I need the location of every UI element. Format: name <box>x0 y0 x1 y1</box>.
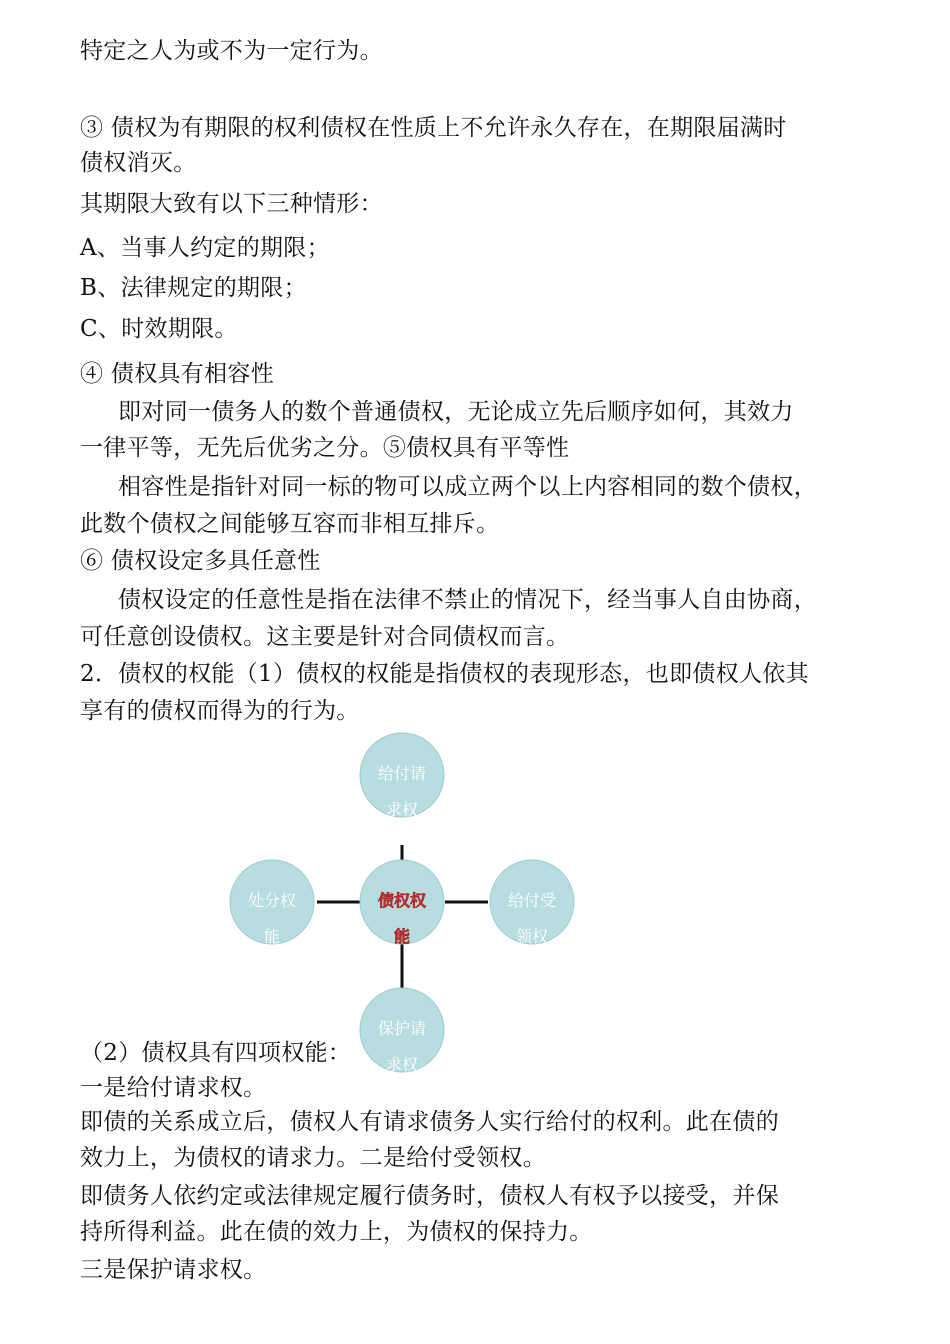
node-left-label-1: 处分权 <box>247 891 297 910</box>
rights-diagram <box>225 730 585 1080</box>
list-item: C、时效期限。 <box>80 316 238 342</box>
paragraph-line: 2．债权的权能（1）债权的权能是指债权的表现形态，也即债权人依其 <box>80 661 809 687</box>
paragraph-line: 即债务人依约定或法律规定履行债务时，债权人有权予以接受，并保 <box>80 1183 779 1209</box>
paragraph-line: 一律平等，无先后优劣之分。⑤债权具有平等性 <box>80 435 570 461</box>
list-item: A、当事人约定的期限； <box>80 235 330 261</box>
node-left-label-2: 能 <box>263 927 281 946</box>
node-center <box>360 860 444 946</box>
paragraph-line: 此数个债权之间能够互容而非相互排斥。 <box>80 511 500 537</box>
paragraph-line: （2）债权具有四项权能： <box>80 1040 352 1066</box>
node-right-label-2: 领权 <box>515 927 549 946</box>
list-item: B、法律规定的期限； <box>80 275 307 301</box>
diagram-svg <box>225 730 585 1080</box>
paragraph-line: 即债的关系成立后，债权人有请求债务人实行给付的权利。此在债的 <box>80 1109 779 1135</box>
paragraph-line: 三是保护请求权。 <box>80 1257 267 1283</box>
node-bottom <box>360 988 444 1074</box>
paragraph-line: 效力上，为债权的请求力。二是给付受领权。 <box>80 1145 546 1171</box>
paragraph-line: 可任意创设债权。这主要是针对合同债权而言。 <box>80 624 570 650</box>
node-bottom-label-2: 求权 <box>385 1055 419 1074</box>
section-heading: ⑥ 债权设定多具任意性 <box>80 548 321 574</box>
paragraph-line: 债权设定的任意性是指在法律不禁止的情况下，经当事人自由协商， <box>118 587 817 613</box>
paragraph-line: 债权消灭。 <box>80 150 197 176</box>
paragraph-line: 享有的债权而得为的行为。 <box>80 698 360 724</box>
paragraph-line: 相容性是指针对同一标的物可以成立两个以上内容相同的数个债权， <box>118 474 817 500</box>
node-center-label-2: 能 <box>393 927 411 946</box>
paragraph-line: ③ 债权为有期限的权利债权在性质上不允许永久存在，在期限届满时 <box>80 115 787 141</box>
paragraph-line: 持所得利益。此在债的效力上，为债权的保持力。 <box>80 1219 593 1245</box>
node-right-label-1: 给付受 <box>507 891 557 910</box>
node-bottom-label-1: 保护请 <box>377 1019 427 1038</box>
node-center-label-1: 债权权 <box>377 891 427 910</box>
section-heading: ④ 债权具有相容性 <box>80 361 275 387</box>
paragraph-line: 特定之人为或不为一定行为。 <box>80 38 383 64</box>
paragraph-line: 其期限大致有以下三种情形： <box>80 191 383 217</box>
node-top-label-1: 给付请 <box>377 764 427 783</box>
node-left <box>230 860 314 946</box>
node-top <box>360 733 444 819</box>
paragraph-line: 即对同一债务人的数个普通债权，无论成立先后顺序如何，其效力 <box>118 399 794 425</box>
node-top-label-2: 求权 <box>385 800 419 819</box>
paragraph-line: 一是给付请求权。 <box>80 1075 267 1101</box>
node-right <box>490 860 574 946</box>
